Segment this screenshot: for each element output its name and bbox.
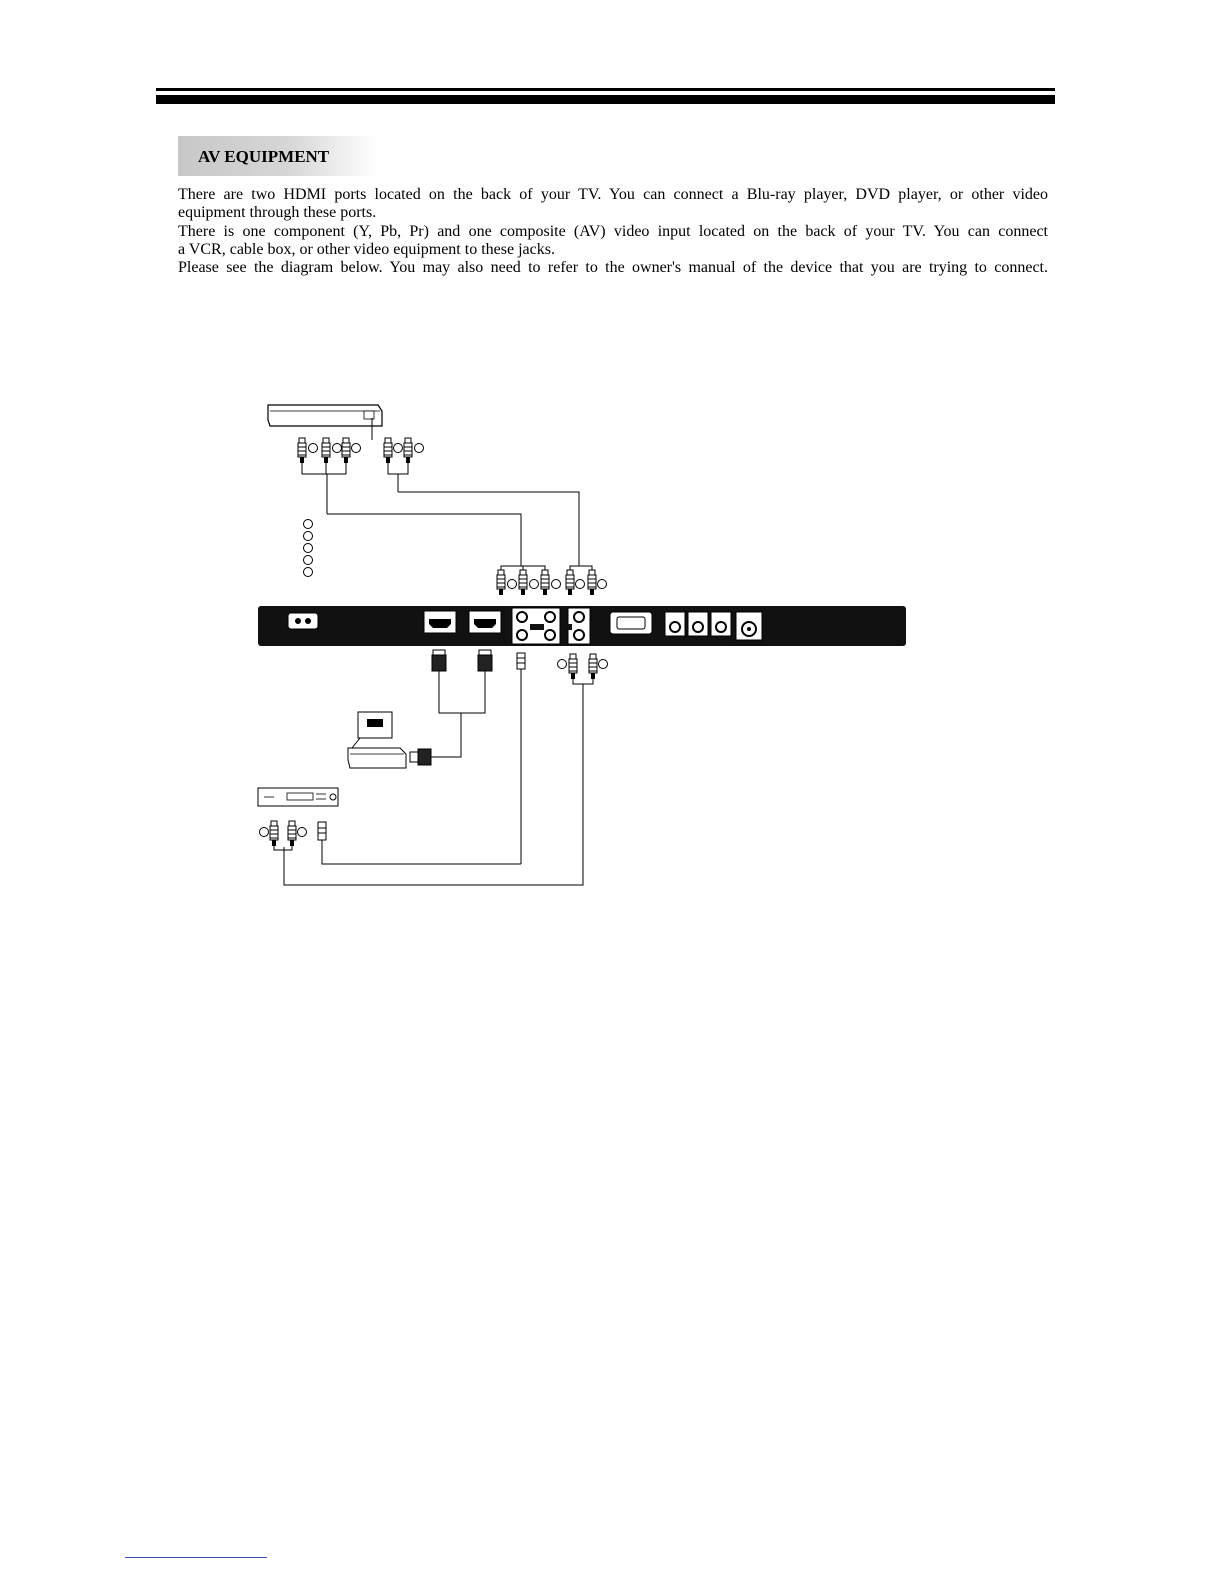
legend-circles: [304, 520, 313, 577]
section-heading: AV EQUIPMENT: [198, 147, 330, 166]
footer-link-underline: [125, 1557, 267, 1558]
body-paragraph: [178, 186, 1048, 277]
tv-back-panel: [258, 606, 906, 646]
tv-audio-plugs-bottom: [284, 654, 608, 885]
component-cable: [327, 514, 521, 566]
header-rule-thin: [156, 88, 1055, 91]
tv-audio-plugs-top: [566, 566, 607, 595]
header-rule-thick: [156, 95, 1055, 104]
settop-component-plugs: [298, 438, 361, 514]
tv-hdmi-plugs: [430, 650, 492, 757]
hdmi-device-icon: [348, 712, 431, 768]
body-line-2: equipment through these ports.: [178, 204, 377, 222]
section-heading-box: [178, 136, 378, 176]
body-line-1: There are two HDMI ports located on the back of your TV. You can connect a Blu-ray player, DVD player, or other video: [178, 186, 1048, 203]
body-line-3: There is one component (Y, Pb, Pr) and one composite (AV) video input located on the back of your TV. You can connect: [178, 222, 1048, 240]
vcr-icon: [258, 788, 338, 806]
connection-diagram: [240, 390, 920, 900]
body-line-5: Please see the diagram below. You may also need to refer to the owner's manual of the device that you are trying to connect.: [178, 259, 1048, 277]
settop-box-icon: [268, 405, 382, 440]
settop-audio-plugs: [384, 438, 424, 492]
audio-cable-top: [398, 492, 579, 566]
vcr-plugs: [260, 821, 327, 850]
tv-component-plugs: [497, 566, 561, 595]
body-line-4: a VCR, cable box, or other video equipment to these jacks.: [178, 240, 555, 258]
